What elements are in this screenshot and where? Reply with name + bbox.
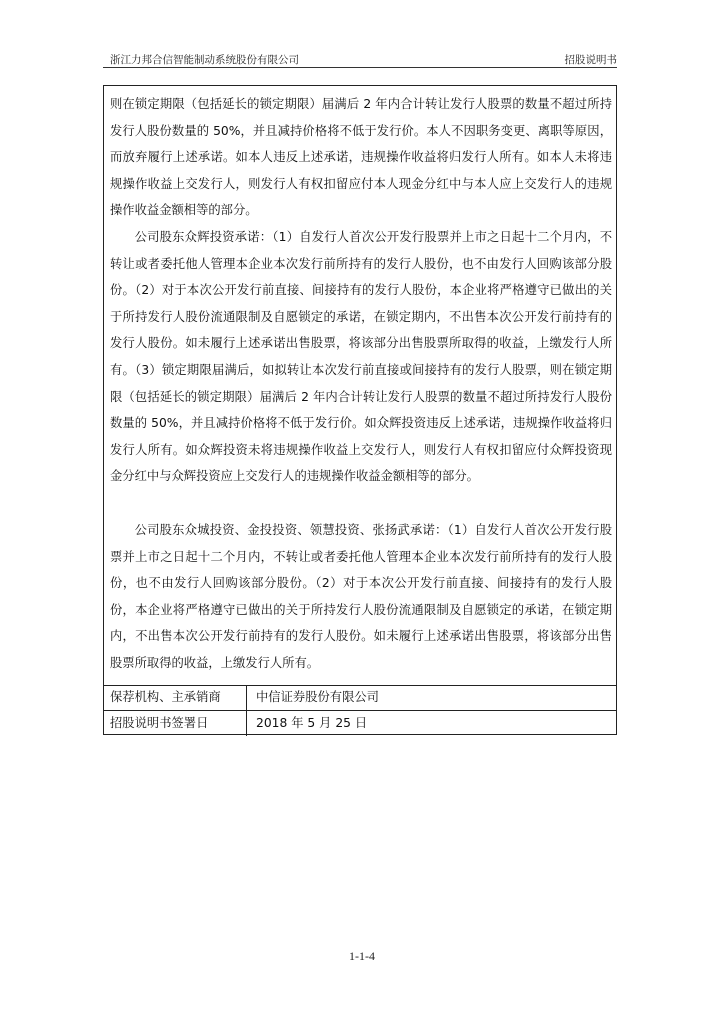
row-value: 中信证券股份有限公司 <box>256 690 379 704</box>
row-label: 保荐机构、主承销商 <box>104 685 247 710</box>
row-value: 2018 年 5 月 25 日 <box>256 716 368 730</box>
company-name: 浙江力邦合信智能制动系统股份有限公司 <box>110 54 299 66</box>
commitment-paragraph-1: 则在锁定期限（包括延长的锁定期限）届满后 2 年内合计转让发行人股票的数量不超过所持发行人股份数量的 50%，并且减持价格将不低于发行价。本人不因职务变更、离职等原因，而放弃履行上述承诺。如本人违反上述承诺，违规操作收益将归发行人所有。如本人未将违规操作收益上交发行人，则发行人有权扣留应付本人现金分红中与本人应上交发行人的违规操作收益金额相等的部分。 <box>110 97 612 218</box>
document-type: 招股说明书 <box>564 54 617 66</box>
commitment-paragraph-2: 公司股东众辉投资承诺：（1）自发行人首次公开发行股票并上市之日起十二个月内，不转让或者委托他人管理本企业本次发行前所持有的发行人股份，也不由发行人回购该部分股份。（2）对于本次公开发行前直接、间接持有的发行人股份，本企业将严格遵守已做出的关于所持发行人股份流通限制及自愿锁定的承诺，在锁定期内，不出售本次公开发行前持有的发行人股份。如未履行上述承诺出售股票，将该部分出售股票所取得的收益，上缴发行人所有。（3）锁定期限届满后，如拟转让本次发行前直接或间接持有的发行人股票，则在锁定期限（包括延长的锁定期限）届满后 2 年内合计转让发行人股票的数量不超过所持发行人股份数量的 50%，并且减持价格将不低于发行价。如众辉投资违反上述承诺，违规操作收益将归发行人所有。如众辉投资未将违规操作收益上交发行人，则发行人有权扣留应付众辉投资现金分红中与众辉投资应上交发行人的违规操作收益金额相等的部分。 <box>110 230 612 484</box>
commitment-cell <box>104 86 616 686</box>
commitment-paragraph-3: 公司股东众城投资、金投投资、领慧投资、张扬武承诺：（1）自发行人首次公开发行股票并上市之日起十二个月内，不转让或者委托他人管理本企业本次发行前所持有的发行人股份，也不由发行人回购该部分股份。（2）对于本次公开发行前直接、间接持有的发行人股份，本企业将严格遵守已做出的关于所持发行人股份流通限制及自愿锁定的承诺，在锁定期内，不出售本次公开发行前持有的发行人股份。如未履行上述承诺出售股票，将该部分出售股票所取得的收益，上缴发行人所有。 <box>110 523 612 670</box>
info-table <box>103 85 617 735</box>
table-row <box>104 711 616 736</box>
page-header <box>103 52 617 68</box>
table-row <box>104 685 616 711</box>
row-label: 招股说明书签署日 <box>104 711 247 736</box>
page-number: 1-1-4 <box>349 949 375 963</box>
header-divider <box>103 67 617 68</box>
